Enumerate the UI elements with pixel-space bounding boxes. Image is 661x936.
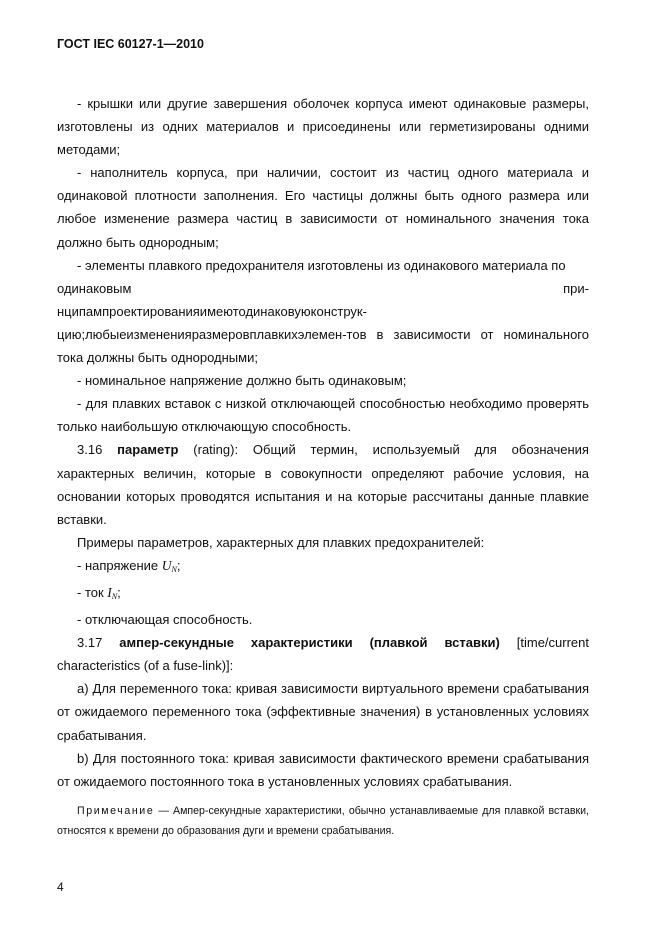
- list-item-line: - элементы плавкого предохранителя изготовлены из одинакового материала по: [77, 257, 566, 273]
- list-item-line: [57, 277, 589, 300]
- clause-number: 3.17: [77, 635, 103, 651]
- list-item: - наполнитель корпуса, при наличии, состоит из частиц одного материала и одинаковой плотности заполнения. Его частицы должны быть одного размера или любое изменение размера частиц в зависимости от номинального значения тока должно быть однородным;: [57, 165, 589, 250]
- document-header: ГОСТ IEC 60127-1—2010: [57, 37, 204, 51]
- definition-3-16: [57, 438, 589, 530]
- example-breaking: - отключающая способность.: [77, 612, 253, 628]
- definition-item-b: b) Для постоянного тока: кривая зависимости фактического времени срабатывания от ожидаемого постоянного тока в установленных условиях срабатывания.: [57, 750, 589, 789]
- example-text: - напряжение: [77, 557, 162, 573]
- example-text: ;: [176, 557, 181, 573]
- example-current: [57, 581, 589, 608]
- list-item: - для плавких вставок с низкой отключающей способностью необходимо проверять только наибольшую отключающую способность.: [57, 396, 589, 435]
- list-item-line: цию;любыеизменения​размеров​плавких​элемен-тов в зависимости от номинального тока должны быть однородными;: [57, 326, 589, 366]
- list-item-line: нципампроектированияимеютодинаковуюконструк-: [57, 303, 367, 319]
- example-voltage: [57, 554, 589, 581]
- definition-text: (rating): Общий термин, используемый для обозначения характерных величин, которые в совокупности определяют рабочие условия, на основании которых проводятся испытания и на которые рассчитаны данные плавкие вставки.: [57, 442, 589, 527]
- clause-number: 3.16: [77, 442, 103, 458]
- note-label: Примечание: [77, 804, 155, 817]
- defined-term: ампер-секундные характеристики (плавкой вставки): [119, 635, 500, 651]
- page-number: 4: [57, 880, 64, 894]
- list-item-text: при-: [563, 280, 589, 296]
- definition-item-a: a) Для переменного тока: кривая зависимости виртуального времени срабатывания от ожидаемого переменного тока (эффективные значения) в установленных условиях срабатывания.: [57, 681, 589, 743]
- example-text: - ток: [77, 584, 108, 600]
- current-subscript: N: [111, 591, 118, 601]
- voltage-symbol: U: [161, 557, 172, 573]
- document-body: [57, 92, 589, 841]
- list-item: - крышки или другие завершения оболочек корпуса имеют одинаковые размеры, изготовлены из одних материалов и присоединены или герметизированы одними методами;: [57, 96, 589, 158]
- current-symbol: I: [107, 584, 112, 600]
- defined-term: параметр: [117, 442, 179, 458]
- list-item-text: одинаковым: [57, 280, 132, 296]
- voltage-subscript: N: [171, 564, 177, 574]
- note: [57, 801, 589, 841]
- definition-3-17: [57, 631, 589, 677]
- list-item: - номинальное напряжение должно быть одинаковым;: [77, 373, 407, 389]
- note-text: — Ампер-секундные характеристики, обычно устанавливаемые для плавкой вставки, относятся к времени до образования дуги и времени срабатывания.: [57, 804, 589, 837]
- definition-text: [time/current characteristics (of a fuse-link)]:: [57, 635, 589, 674]
- examples-intro: Примеры параметров, характерных для плавких предохранителей:: [77, 534, 485, 550]
- example-text: ;: [117, 584, 121, 600]
